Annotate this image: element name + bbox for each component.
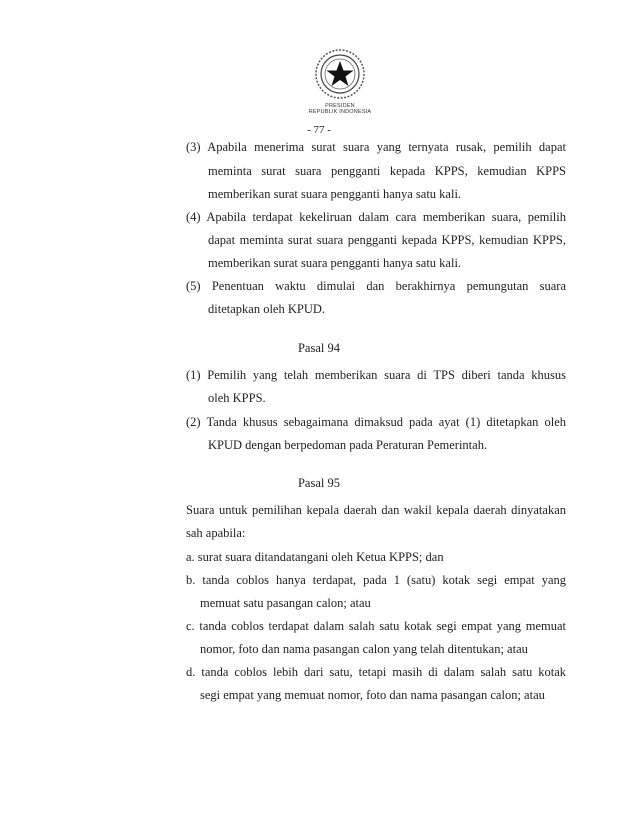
item-4-line-2: dapat meminta surat suara pengganti kepada KPPS, kemudian KPPS,	[208, 233, 566, 247]
pasal-95-item-b-line-1: b. tanda coblos hanya terdapat, pada 1 (satu) kotak segi empat yang	[186, 573, 566, 587]
presidential-emblem	[300, 48, 380, 118]
emblem-subtitle: REPUBLIK INDONESIA	[308, 109, 372, 115]
pasal-94-item-1-line-2: oleh KPPS.	[208, 391, 266, 405]
item-4-line-1: (4) Apabila terdapat kekeliruan dalam cara memberikan suara, pemilih	[186, 210, 566, 224]
pasal-94-item-2-line-2: KPUD dengan berpedoman pada Peraturan Pemerintah.	[208, 438, 488, 452]
page-number: - 77 -	[307, 124, 331, 136]
pasal-95-heading: Pasal 95	[297, 476, 340, 490]
pasal-95-item-c-line-2: nomor, foto dan nama pasangan calon yang telah ditentukan; atau	[200, 642, 528, 656]
pasal-94-heading: Pasal 94	[297, 341, 340, 355]
item-3-line-2: meminta surat suara pengganti kepada KPPS, kemudian KPPS	[208, 164, 566, 178]
garuda-star-emblem-icon	[314, 48, 366, 100]
pasal-95-item-b-line-2: memuat satu pasangan calon; atau	[200, 596, 371, 610]
item-4-line-3: memberikan surat suara pengganti hanya satu kali.	[208, 256, 462, 270]
pasal-94-item-2-line-1: (2) Tanda khusus sebagaimana dimaksud pada ayat (1) ditetapkan oleh	[186, 415, 566, 429]
pasal-95-item-d-line-1: d. tanda coblos lebih dari satu, tetapi masih di dalam salah satu kotak	[186, 665, 566, 679]
item-3-line-1: (3) Apabila menerima surat suara yang ternyata rusak, pemilih dapat	[186, 140, 566, 154]
pasal-95-item-c-line-1: c. tanda coblos terdapat dalam salah satu kotak segi empat yang memuat	[186, 619, 566, 633]
emblem-title: PRESIDEN	[325, 103, 355, 109]
item-5-line-2: ditetapkan oleh KPUD.	[208, 302, 325, 316]
pasal-95-item-d-line-2: segi empat yang memuat nomor, foto dan nama pasangan calon; atau	[200, 688, 545, 702]
pasal-95-intro-line-1: Suara untuk pemilihan kepala daerah dan wakil kepala daerah dinyatakan	[186, 503, 566, 517]
item-5-line-1: (5) Penentuan waktu dimulai dan berakhirnya pemungutan suara	[186, 279, 566, 293]
item-3-line-3: memberikan surat suara pengganti hanya satu kali.	[208, 187, 462, 201]
pasal-95-intro-line-2: sah apabila:	[186, 526, 246, 540]
pasal-95-item-a: a. surat suara ditandatangani oleh Ketua KPPS; dan	[186, 550, 444, 564]
pasal-94-item-1-line-1: (1) Pemilih yang telah memberikan suara di TPS diberi tanda khusus	[186, 368, 566, 382]
